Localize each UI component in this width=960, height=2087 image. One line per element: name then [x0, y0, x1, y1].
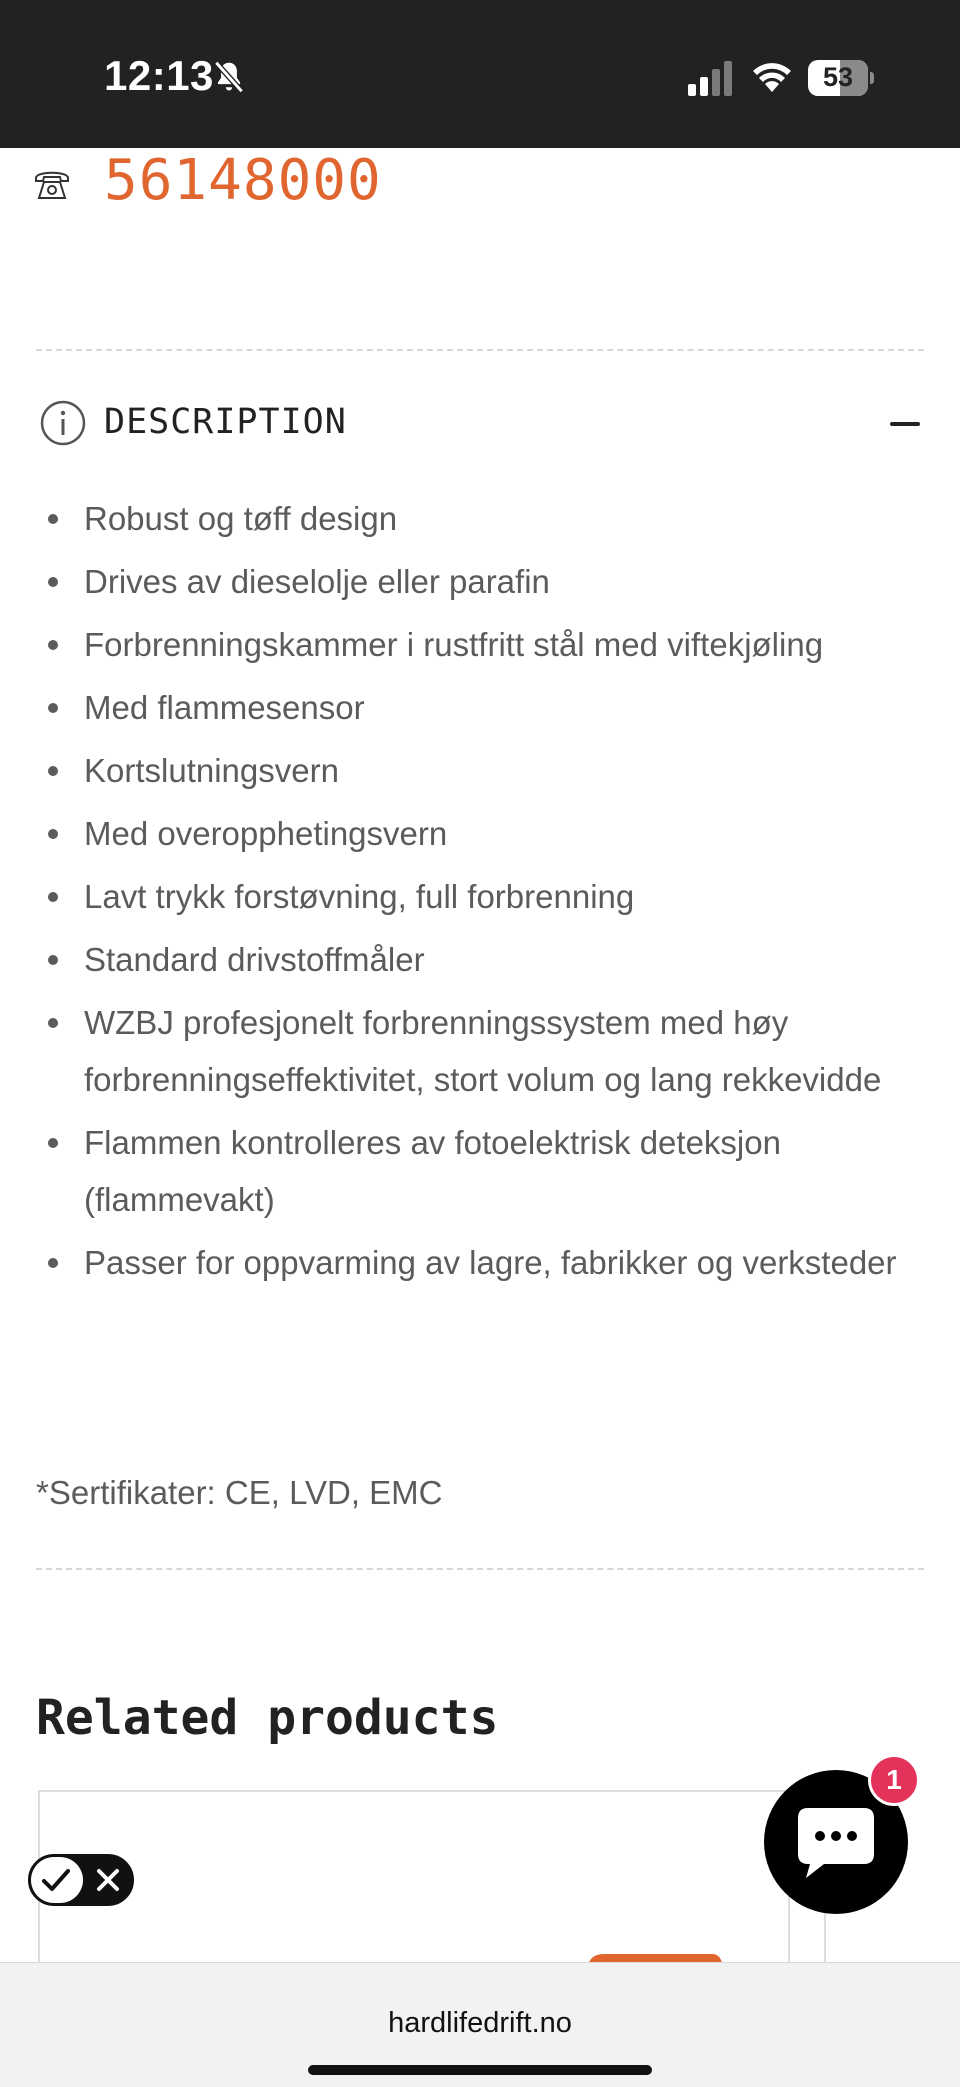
status-bar — [0, 0, 960, 148]
certifications-text: *Sertifikater: CE, LVD, EMC — [36, 1474, 443, 1511]
cellular-signal-icon — [686, 60, 736, 96]
list-item: Robust og tøff design — [36, 490, 924, 547]
battery-icon — [808, 60, 874, 96]
related-products-title: Related products — [36, 1690, 499, 1746]
bell-slash-icon — [210, 58, 248, 96]
home-indicator[interactable] — [308, 2065, 652, 2075]
consent-toggle[interactable] — [28, 1854, 134, 1906]
consent-accept[interactable] — [31, 1857, 83, 1903]
wifi-icon — [750, 58, 794, 94]
section-divider — [36, 1568, 924, 1570]
url-text[interactable]: hardlifedrift.no — [388, 2007, 572, 2039]
list-item: Med overopphetingsvern — [36, 805, 924, 862]
chat-bubble-icon — [794, 1804, 878, 1882]
list-item: Med flammesensor — [36, 679, 924, 736]
collapse-minus-icon[interactable] — [890, 422, 920, 426]
list-item: Passer for oppvarming av lagre, fabrikker og verksteder — [36, 1234, 924, 1291]
battery-level: 53 — [822, 62, 854, 92]
close-icon[interactable] — [93, 1865, 123, 1895]
list-item: Kortslutningsvern — [36, 742, 924, 799]
chat-badge: 1 — [868, 1754, 920, 1806]
info-icon — [40, 400, 86, 446]
browser-address-bar[interactable] — [0, 1962, 960, 2087]
list-item: Drives av dieselolje eller parafin — [36, 553, 924, 610]
list-item: Lavt trykk forstøvning, full forbrenning — [36, 868, 924, 925]
status-time: 12:13 — [104, 52, 214, 99]
section-divider — [36, 349, 924, 351]
feature-list — [36, 490, 924, 1297]
description-title: DESCRIPTION — [104, 402, 347, 442]
telephone-icon — [32, 164, 72, 204]
check-icon — [39, 1863, 73, 1897]
phone-number-link[interactable]: 56148000 — [104, 148, 382, 213]
description-accordion-header[interactable] — [36, 396, 924, 452]
list-item: Standard drivstoffmåler — [36, 931, 924, 988]
list-item: Flammen kontrolleres av fotoelektrisk deteksjon (flammevakt) — [36, 1114, 924, 1228]
list-item: Forbrenningskammer i rustfritt stål med viftekjøling — [36, 616, 924, 673]
list-item: WZBJ profesjonelt forbrenningssystem med høy forbrenningseffektivitet, stort volum og lang rekkevidde — [36, 994, 924, 1108]
